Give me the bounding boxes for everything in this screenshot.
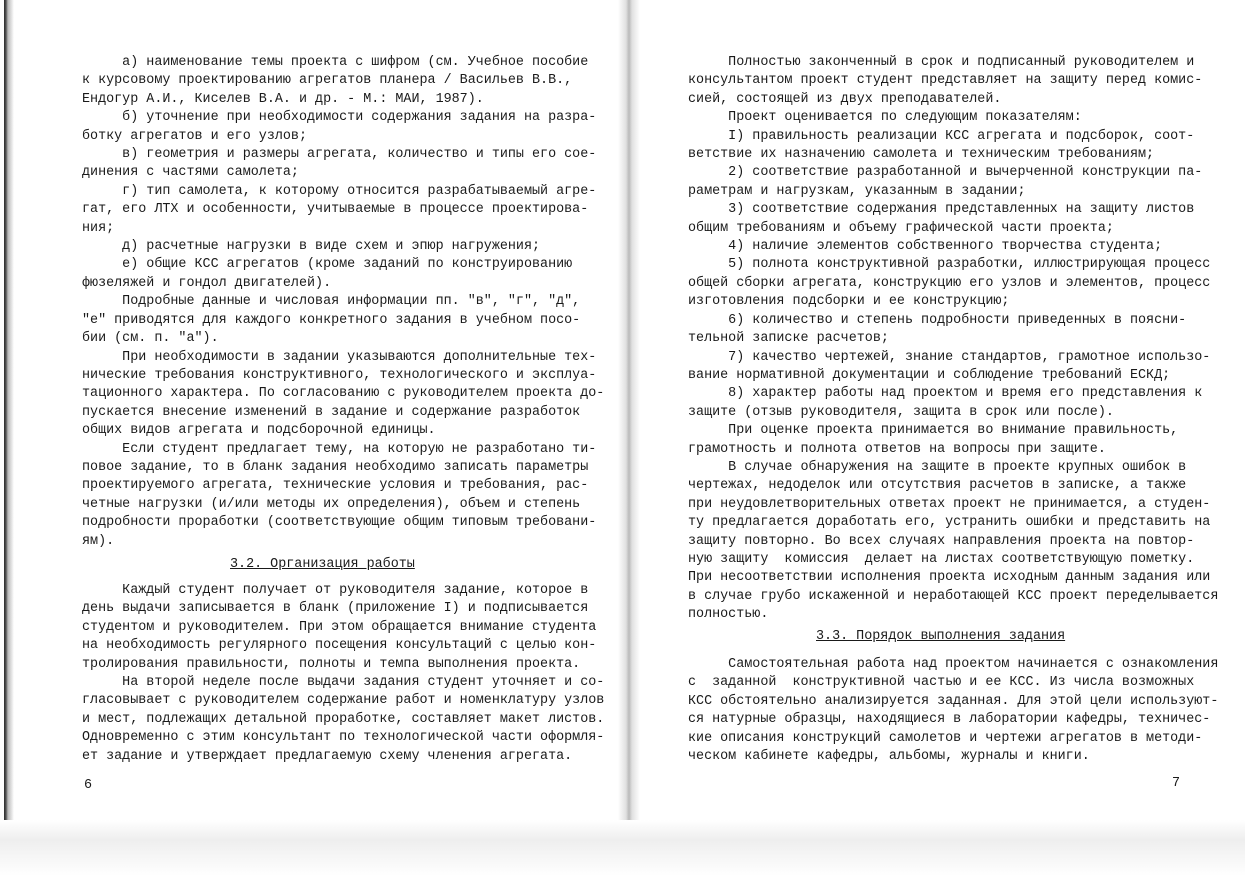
text-line: полностью. xyxy=(688,607,769,623)
left-page-section-heading: 3.2. Организация работы xyxy=(230,557,415,572)
text-line: 3) соответствие содержания представленных на защиту листов xyxy=(688,202,1195,218)
right-page-section-heading: 3.3. Порядок выполнения задания xyxy=(816,629,1066,644)
text-line: ческом кабинете кафедры, альбомы, журналы и книги. xyxy=(688,749,1090,765)
book-spine-edge xyxy=(4,0,14,876)
text-line: общей сборки агрегата, конструкцию его узлов и элементов, процесс xyxy=(688,275,1211,291)
text-line: тельной записке расчетов; xyxy=(688,331,889,347)
text-line: ветствие их назначению самолета и техническим требованиям; xyxy=(688,147,1155,163)
text-line: при неудовлетворительных ответах проект не принимается, а студен- xyxy=(688,496,1211,512)
text-line: проектируемого агрегата, технические условия и требования, рас- xyxy=(82,478,589,494)
text-line: I) правильность реализации КСС агрегата и подсборок, соот- xyxy=(688,128,1195,144)
text-line: на необходимость регулярного посещения консультаций с целью кон- xyxy=(82,638,597,654)
text-line: в случае грубо искаженной и неработающей КСС проект переделывается xyxy=(688,588,1219,604)
text-line: тролирования правильности, полноты и темпа выполнения проекта. xyxy=(82,656,581,672)
text-line: Полностью законченный в срок и подписанный руководителем и xyxy=(688,55,1195,70)
text-line: д) расчетные нагрузки в виде схем и эпюр нагружения; xyxy=(82,239,541,255)
text-line: ся натурные образцы, находящиеся в лаборатории кафедры, техничес- xyxy=(688,712,1211,728)
text-line: ту предлагается доработать его, устранить ошибки и представить на xyxy=(688,515,1211,531)
text-line: консультантом проект студент представляет на защиту перед комис- xyxy=(688,73,1203,89)
text-line: КСС обстоятельно анализируется заданная. Для этой цели используют- xyxy=(688,693,1219,709)
text-line: Подробные данные и числовая информации пп. "в", "г", "д", xyxy=(82,294,581,310)
text-line: защите (отзыв руководителя, защита в срок или после). xyxy=(688,404,1114,420)
text-line: 6) количество и степень подробности приведенных в поясни- xyxy=(688,312,1187,328)
text-line: бии (см. п. "а"). xyxy=(82,331,219,347)
text-line: общим требованиям и объему графической части проекта; xyxy=(688,220,1114,236)
text-line: гласовывает с руководителем содержание работ и номенклатуру узлов xyxy=(82,693,605,709)
right-page-text-block-2 xyxy=(688,656,1219,766)
text-line: с заданной конструктивной частью и ее КСС. Из числа возможных xyxy=(688,675,1195,691)
text-line: пускается внесение изменений в задание и содержание разработок xyxy=(82,404,581,420)
text-line: вание нормативной документации и соблюдение требований ЕСКД; xyxy=(688,367,1171,383)
text-line: и мест, подлежащих детальной проработке, составляет макет листов. xyxy=(82,711,605,727)
text-line: е) общие КСС агрегатов (кроме заданий по конструированию xyxy=(82,257,573,273)
text-line: Если студент предлагает тему, на которую не разработано ти- xyxy=(82,441,597,457)
text-line: В случае обнаружения на защите в проекте крупных ошибок в xyxy=(688,459,1187,475)
text-line: четные нагрузки (и/или методы их определения), объем и степень xyxy=(82,496,581,512)
text-line: подробности проработки (соответствующие общим типовым требовани- xyxy=(82,515,597,531)
text-line: в) геометрия и размеры агрегата, количество и типы его сое- xyxy=(82,147,597,163)
text-line: 5) полнота конструктивной разработки, иллюстрирующая процесс xyxy=(688,257,1211,273)
text-line: Одновременно с этим консультант по технологической части оформля- xyxy=(82,730,605,746)
text-line: к курсовому проектированию агрегатов планера / Васильев В.В., xyxy=(82,73,573,89)
text-line: повое задание, то в бланк задания необходимо записать параметры xyxy=(82,459,589,475)
text-line: Самостоятельная работа над проектом начинается с ознакомления xyxy=(688,657,1219,672)
text-line: студентом и руководителем. При этом обращается внимание студента xyxy=(82,619,597,635)
text-line: "е" приводятся для каждого конкретного задания в учебном посо- xyxy=(82,312,581,328)
text-line: день выдачи записывается в бланк (приложение I) и подписывается xyxy=(82,601,589,617)
text-line: гат, его ЛТХ и особенности, учитываемые в процессе проектирова- xyxy=(82,202,589,218)
text-line: г) тип самолета, к которому относится разрабатываемый агре- xyxy=(82,183,597,199)
left-page-number: 6 xyxy=(84,778,93,793)
text-line: ботку агрегатов и его узлов; xyxy=(82,128,307,144)
text-line: 8) характер работы над проектом и время его представления к xyxy=(688,386,1203,402)
text-line: При необходимости в задании указываются дополнительные тех- xyxy=(82,349,597,365)
text-line: ям). xyxy=(82,533,115,549)
left-page-text-block-1 xyxy=(82,54,605,551)
text-line: При несоответствии исполнения проекта исходным данным задания или xyxy=(688,570,1211,586)
text-line: чертежах, недоделок или отсутствия расчетов в записке, а также xyxy=(688,478,1187,494)
right-page-text-block-1 xyxy=(688,54,1219,625)
text-line: Проект оценивается по следующим показателям: xyxy=(688,110,1082,126)
left-page-text-block-2 xyxy=(82,582,605,766)
text-line: защиту повторно. Во всех случаях направления проекта на повтор- xyxy=(688,533,1195,549)
text-line: ния; xyxy=(82,220,115,236)
text-line: а) наименование темы проекта с шифром (см. Учебное пособие xyxy=(82,55,589,70)
text-line: раметрам и нагрузкам, указанным в задании; xyxy=(688,183,1026,199)
text-line: кие описания конструкций самолетов и чертежи агрегатов в методи- xyxy=(688,730,1203,746)
scan-shadow xyxy=(0,820,1245,876)
text-line: общих видов агрегата и подсборочной единицы. xyxy=(82,423,436,439)
text-line: изготовления подсборки и ее конструкцию; xyxy=(688,294,1010,310)
text-line: фюзеляжей и гондол двигателей). xyxy=(82,275,332,291)
page-gutter xyxy=(618,0,640,876)
text-line: нические требования конструктивного, технологического и эксплуа- xyxy=(82,367,597,383)
text-line: грамотность и полнота ответов на вопросы при защите. xyxy=(688,441,1106,457)
text-line: динения с частями самолета; xyxy=(82,165,299,181)
text-line: Каждый студент получает от руководителя задание, которое в xyxy=(82,583,589,598)
text-line: 2) соответствие разработанной и вычерченной конструкции па- xyxy=(688,165,1203,181)
text-line: тационного характера. По согласованию с руководителем проекта до- xyxy=(82,386,605,402)
text-line: Ендогур А.И., Киселев В.А. и др. - М.: МАИ, 1987). xyxy=(82,91,484,107)
text-line: 7) качество чертежей, знание стандартов, грамотное использо- xyxy=(688,349,1211,365)
text-line: б) уточнение при необходимости содержания задания на разра- xyxy=(82,110,597,126)
text-line: ет задание и утверждает предлагаемую схему членения агрегата. xyxy=(82,748,573,764)
text-line: При оценке проекта принимается во внимание правильность, xyxy=(688,423,1179,439)
text-line: На второй неделе после выдачи задания студент уточняет и со- xyxy=(82,675,605,691)
text-line: сией, состоящей из двух преподавателей. xyxy=(688,91,1002,107)
text-line: 4) наличие элементов собственного творчества студента; xyxy=(688,239,1163,255)
text-line: ную защиту комиссия делает на листах соответствующую пометку. xyxy=(688,551,1195,567)
right-page-number: 7 xyxy=(1172,776,1181,791)
